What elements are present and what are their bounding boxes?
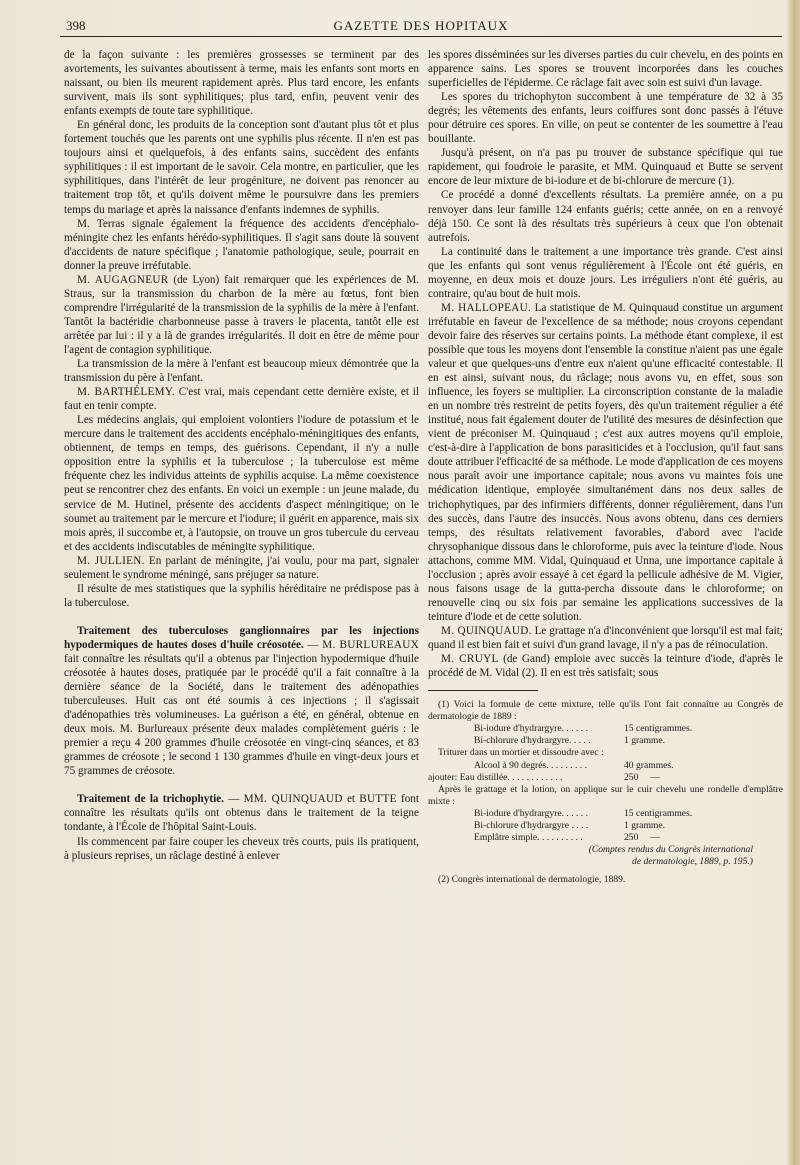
speaker-name: M. JULLIEN. bbox=[77, 554, 145, 567]
paragraph-text: En parlant de méningite, j'ai voulu, pour ma part, signaler seulement le syndrome méningé, sans préjuger sa nature. bbox=[64, 554, 419, 581]
paragraph: Il résulte de mes statistiques que la syphilis héréditaire ne prédispose pas à la tuberculose. bbox=[64, 582, 419, 609]
ingredient-amount: 250 — bbox=[624, 832, 660, 844]
journal-title: GAZETTE DES HOPITAUX bbox=[333, 18, 509, 33]
left-column bbox=[64, 48, 419, 863]
formula-row bbox=[428, 832, 783, 844]
dash: — bbox=[223, 793, 244, 806]
paragraph bbox=[428, 624, 783, 652]
page-number: 398 bbox=[66, 18, 86, 33]
ingredient-name: Bi-chlorure d'hydrargyre . . . . bbox=[474, 820, 589, 832]
section-heading bbox=[64, 792, 419, 834]
paragraph bbox=[64, 385, 419, 413]
formula-row bbox=[428, 808, 783, 820]
formula-row bbox=[428, 760, 783, 772]
ingredient-name: Emplâtre simple. . . . . . . . . . bbox=[474, 832, 583, 844]
paragraph: La continuité dans le traitement a une importance très grande. C'est ainsi que les enfants qui sont venus régulièrement à l'École ont été guéris, en moyenne, en deux mois et douze jours. Les irréguliers n'ont été guéris, au contraire, qu'au bout de huit mois. bbox=[428, 245, 783, 300]
speaker-name: M. CRUYL bbox=[441, 653, 499, 666]
formula-row bbox=[428, 820, 783, 832]
speaker-name: M. HALLOPEAU. bbox=[441, 301, 532, 314]
ingredient-amount: 15 centigrammes. bbox=[624, 723, 693, 735]
formula-instruction: Triturer dans un mortier et dissoudre avec : bbox=[438, 747, 604, 759]
paragraph: La transmission de la mère à l'enfant est beaucoup mieux démontrée que la transmission du père à l'enfant. bbox=[64, 358, 419, 385]
footnotes bbox=[428, 699, 783, 886]
section-heading bbox=[64, 624, 419, 779]
paragraph-text: Le grattage n'a d'inconvénient que lorsqu'il est mal fait; quand il est bien fait et suivi d'un grand lavage, il n'y a pas de réinoculation. bbox=[428, 624, 783, 651]
paragraph: En général donc, les produits de la conception sont d'autant plus tôt et plus fortement touchés que les parents ont une syphilis plus récente. Il n'en est pas toujours ainsi et quelquefois, à des enfants sains, succèdent des enfants syphilitiques : il est important de le savoir. Cela montre, en particulier, que les syphilitiques, dans l'intérêt de leur progéniture, ne doivent pas renoncer au traitement trop tôt, et qu'ils doivent même le poursuivre dans les premiers temps du mariage et après la naissance d'enfants indemnes de syphilis. bbox=[64, 119, 419, 216]
page-header bbox=[60, 14, 782, 37]
ingredient-name: Bi-iodure d'hydrargyre. . . . . . bbox=[474, 723, 588, 735]
section-title: Traitement des tuberculoses ganglionnaires par les injections hypodermiques de hautes doses d'huile créosotée. bbox=[64, 624, 419, 651]
paragraph bbox=[428, 652, 783, 680]
paragraph: M. Terras signale également la fréquence des accidents d'encéphalo-méningite chez les enfants hérédo-syphilitiques. Il s'agit sans doute là souvent d'accidents de nature spécifique ; l'anatomie pathologique, seule, pourrait en donner la preuve irréfutable. bbox=[64, 217, 419, 272]
paragraph: de la façon suivante : les premières grossesses se terminent par des avortements, les suivantes aboutissent à terme, mais les enfants sont morts en naissant, ou bien ils meurent rapidement après. Plus tard encore, les enfants survivent, mais ils sont syphilitiques; plus tard, enfin, peuvent venir des enfants exempts de toute tare syphilitique. bbox=[64, 49, 419, 118]
paragraph-text: fait connaître les résultats qu'il a obtenus par l'injection hypodermique d'huile créosotée à hautes doses, pratiquée par le procédé qu'il a fait connaître à la dernière séance de la Société, dans le traitement des adénopathies tuberculeuses. Huit cas ont été soumis à ces injections ; il s'agissait d'adénopathies très volumineuses. La guérison a été, en général, obtenue en deux mois. M. Burlureaux présente deux malades complètement guéris : le premier a reçu 4 200 grammes d'huile créosotée en vingt-cinq séances, et 83 grammes de créosote ; le second 1 130 grammes d'huile en vingt-deux jours et 75 grammes de créosote. bbox=[64, 652, 419, 778]
speaker-name: M. BARTHÉLEMY. bbox=[77, 386, 175, 399]
section-title: Traitement de la trichophytie. bbox=[77, 793, 224, 806]
speaker-name: M. AUGAGNEUR bbox=[77, 273, 169, 286]
paragraph bbox=[64, 554, 419, 582]
paragraph-text: La statistique de M. Quinquaud constitue un argument irréfutable en faveur de l'excellence de sa méthode; nous croyons cependant devoir faire des réserves sur certains points. La méthode étant complexe, il est possible que tous les moyens dont l'ensemble la constitue n'aient pas une égale valeur et que quelques-uns d'entre eux n'aient qu'une efficacité contestable. Il en est ainsi, suivant nous, du râclage; nous avons vu, en effet, sous son influence, les foyers se multiplier. La circonscription constante de la maladie en un nombre très restreint de petits foyers, dès qu'un traitement régulier a été institué, nous fait également douter de l'utilité des mesures de désinfection que vient de préconiser M. Quinquaud ; c'est aux autres moyens qu'il emploie, c'est-à-dire à l'application de bons parasiticides et à l'occlusion, qu'il faut sans doute attribuer l'efficacité de sa méthode. Le mode d'application de ces moyens nous paraît avoir une importance capitale; nous avons vu maintes fois une médication identique, employée simultanément dans nos deux salles de trichophytiques, par des infirmiers différents, donner régulièrement, dans l'un des succès, dans l'autre des insuccès. Nous avons obtenu, dans ces derniers temps, des résultats relativement favorables, d'abord avec l'acide chrysophanique dissous dans le chloroforme, puis avec la teinture d'iode. Nous attachons, comme MM. Vidal, Quinquaud et Unna, une importance capitale à l'occlusion ; après avoir essayé à cet égard la pellicule adhésive de M. Vigier, nous faisons usage de la gutta-percha dissoute dans le chloroforme; on renouvelle cinq ou six fois par semaine les applications successives de la teinture d'iode et de cette solution. bbox=[428, 301, 783, 623]
formula-row bbox=[428, 723, 783, 735]
right-column bbox=[428, 48, 783, 887]
paragraph: Jusqu'à présent, on n'a pas pu trouver de substance spécifique qui tue rapidement, qui foudroie le parasite, et MM. Quinquaud et Butte se servent encore de leur mixture de bi-iodure et de bi-chlorure de mercure (1). bbox=[428, 147, 783, 188]
paragraph-text: (de Gand) emploie avec succès la teinture d'iode, d'après le procédé de M. Vidal (2). Il en est très satisfait; sous bbox=[428, 653, 784, 680]
footnote-2: (2) Congrès international de dermatologie, 1889. bbox=[438, 874, 626, 886]
speaker-name: BUTTE bbox=[359, 793, 397, 806]
formula-block bbox=[428, 723, 783, 747]
footnote-source: de dermatologie, 1889, p. 195.) bbox=[632, 856, 753, 868]
footnote-1: (1) Voici la formule de cette mixture, telle qu'ils l'ont fait connaître au Congrès de dermatologie de 1889 : bbox=[428, 699, 783, 723]
speaker-name: M. QUINQUAUD. bbox=[441, 624, 532, 637]
formula-row bbox=[428, 772, 783, 784]
paragraph: Les spores du trichophyton succombent à une température de 32 à 35 degrés; les vêtements des enfants, leurs coiffures sont donc passés à l'étuve pour détruire ces spores. En ville, on peut se contenter de les soumettre à l'eau bouillante. bbox=[428, 91, 783, 146]
footnote-source: (Comptes rendus du Congrès international bbox=[588, 844, 753, 856]
paragraph bbox=[64, 273, 419, 357]
paragraph bbox=[428, 301, 783, 624]
ingredient-name: ajouter: Eau distillée. . . . . . . . . . . . bbox=[428, 771, 563, 783]
paragraph: Ce procédé a donné d'excellents résultats. La première année, on a pu renvoyer dans leur famille 124 enfants guéris; cette année, on en a renvoyé déjà 150. Ce sont là des résultats très supérieurs à ceux que l'on obtenait autrefois. bbox=[428, 189, 783, 244]
dash: — bbox=[303, 638, 323, 651]
paragraph-text: C'est vrai, mais cependant cette dernière existe, et il faut en tenir compte. bbox=[64, 386, 419, 413]
ingredient-name: Bi-iodure d'hydrargyre. . . . . . bbox=[474, 807, 588, 819]
ingredient-amount: 15 centigrammes. bbox=[624, 807, 693, 819]
ingredient-amount: 1 gramme. bbox=[624, 820, 666, 832]
ingredient-amount: 250 — bbox=[624, 771, 660, 783]
ingredient-name: Bi-chlorure d'hydrargyre. . . . . bbox=[474, 735, 591, 747]
conjunction: et bbox=[342, 793, 360, 806]
ingredient-amount: 1 gramme. bbox=[624, 735, 666, 747]
speaker-name: MM. QUINQUAUD bbox=[243, 793, 343, 806]
speaker-name: M. BURLUREAUX bbox=[322, 638, 419, 651]
paragraph-text: font connaître les résultats qu'ils ont obtenus dans le traitement de la teigne tondante, à l'École de l'hôpital Saint-Louis. bbox=[64, 793, 420, 834]
footnote-divider bbox=[428, 690, 538, 691]
formula-row bbox=[428, 735, 783, 747]
ingredient-amount: 40 grammes. bbox=[624, 759, 674, 771]
formula-instruction: Après le grattage et la lotion, on applique sur le cuir chevelu une rondelle d'emplâtre mixte : bbox=[428, 783, 783, 807]
paragraph: les spores disséminées sur les diverses parties du cuir chevelu, en des points en apparence sains. Les spores se trouvent incorporées dans les couches superficielles de l'épiderme. Ce râclage fait avec soin est suivi d'un lavage. bbox=[428, 49, 783, 90]
ingredient-name: Alcool à 90 degrés. . . . . . . . . bbox=[474, 759, 587, 771]
page-edge bbox=[786, 0, 800, 1165]
paragraph: Ils commencent par faire couper les cheveux très courts, puis ils pratiquent, à plusieurs reprises, un râclage destiné à enlever bbox=[64, 835, 419, 862]
paragraph-text: (de Lyon) fait remarquer que les expériences de M. Straus, sur la transmission du charbon de la mère au fœtus, font bien comprendre l'irrégularité de la transmission de la syphilis de la mère à l'enfant. Tantôt la bactéridie charbonneuse passe à travers le placenta, tantôt elle est arrêtée par lui : il y a là de grandes irrégularités. Il doit en être de même pour l'agent de contagion syphilitique. bbox=[64, 273, 420, 356]
paragraph: Les médecins anglais, qui emploient volontiers l'iodure de potassium et le mercure dans le traitement des accidents encéphalo-méningitiques des enfants, obtiennent, de temps en temps, des guérisons. Cependant, il n'y a nulle opposition entre la syphilis et la tuberculose ; la tuberculose est même fréquente chez les individus atteints de syphilis acquise. La même coexistence peut se rencontrer chez des enfants. En voici un exemple : un jeune malade, du service de M. Hutinel, présente des accidents d'aspect méningitique; on le soumet au traitement par le mercure et l'iodure; il guérit en apparence, mais six mois après, il succombe et, à l'autopsie, on trouve un gros tubercule du cerveau et des accidents indiscutables de méningite syphilitique. bbox=[64, 414, 419, 553]
